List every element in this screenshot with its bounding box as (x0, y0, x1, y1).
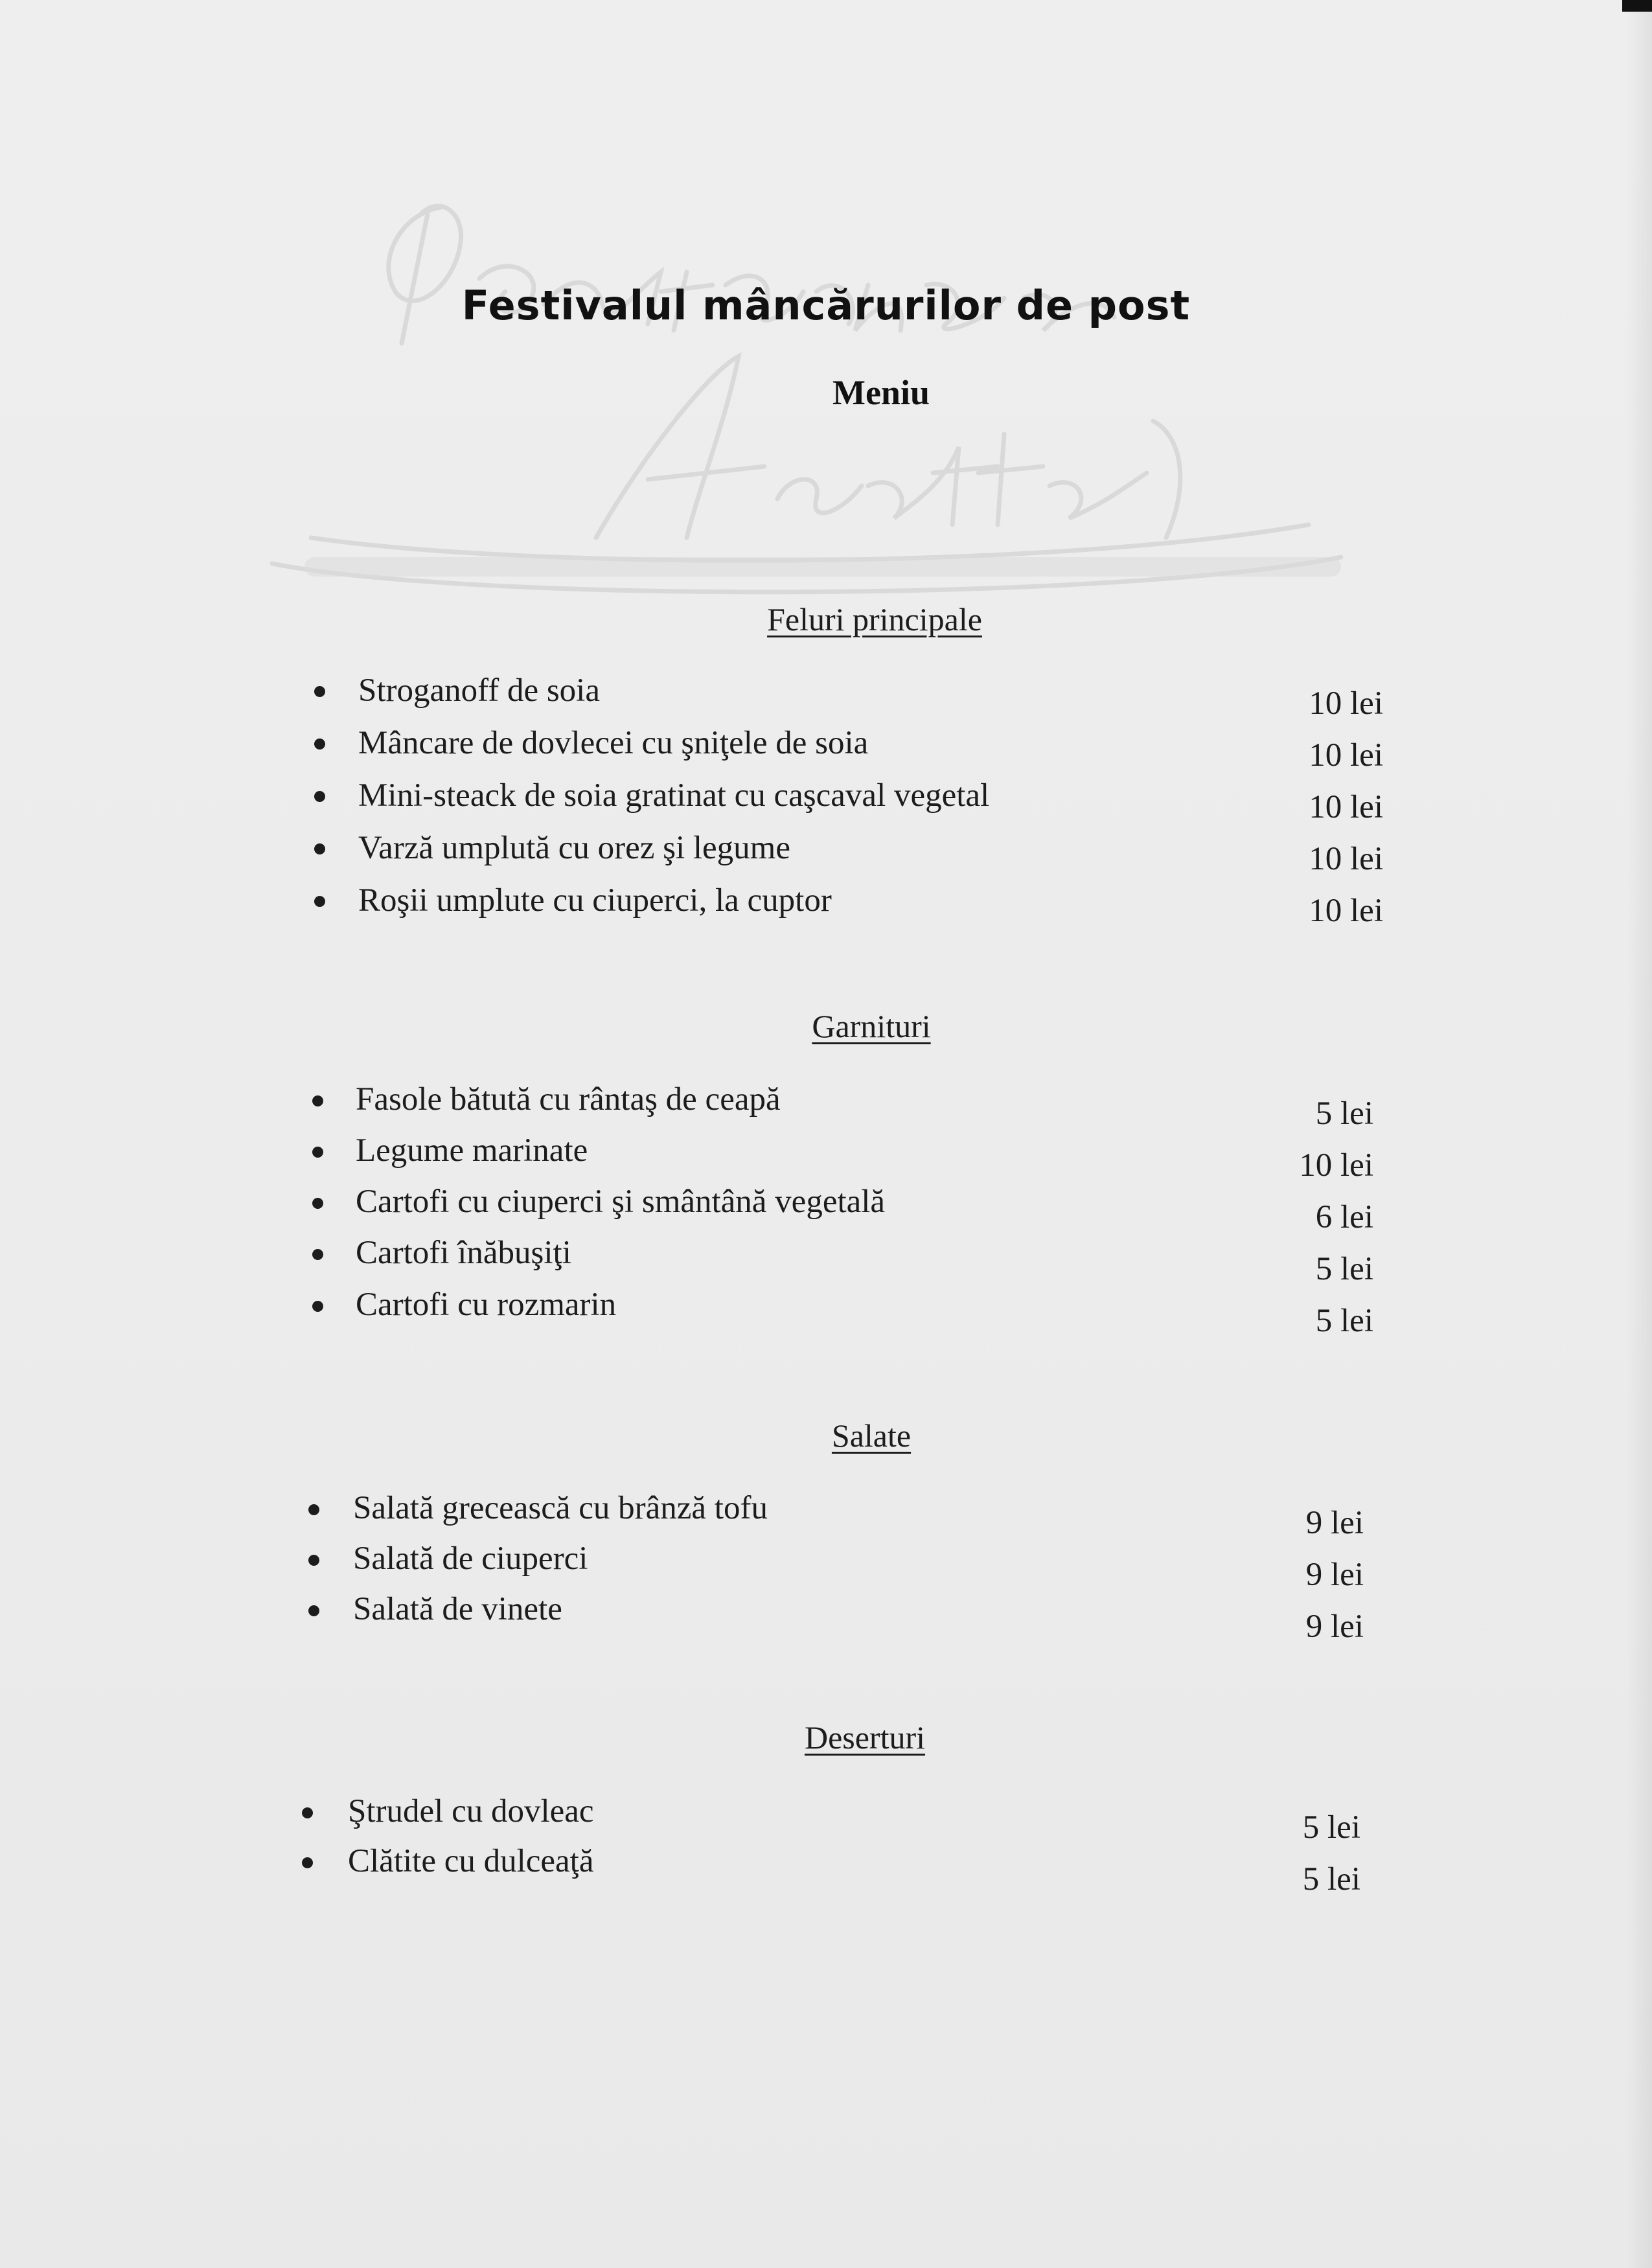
bullet-icon (312, 1301, 323, 1312)
section-heading-salate: Salate (831, 1417, 912, 1454)
item-name: Cartofi cu ciuperci şi smântână vegetală (356, 1184, 886, 1220)
item-price: 10 lei (1309, 841, 1383, 877)
item-name: Clătite cu dulceaţă (348, 1843, 594, 1879)
page-title: Festivalul mâncărurilor de post (461, 282, 1191, 329)
item-name: Varză umplută cu orez şi legume (358, 830, 790, 866)
scan-edge-shadow (1626, 0, 1652, 2268)
bullet-icon (312, 1249, 323, 1260)
item-price: 5 lei (1302, 1809, 1360, 1846)
bullet-icon (314, 686, 325, 697)
item-name: Mini-steack de soia gratinat cu caşcaval vegetal (358, 777, 990, 814)
item-price: 10 lei (1309, 737, 1383, 773)
item-price: 10 lei (1309, 789, 1383, 825)
bullet-icon (314, 739, 325, 750)
bullet-icon (314, 843, 325, 854)
bullet-icon (312, 1198, 323, 1209)
bullet-icon (314, 791, 325, 802)
section-heading-garnituri: Garnituri (812, 1008, 931, 1044)
item-price: 10 lei (1299, 1147, 1373, 1184)
bullet-icon (308, 1555, 319, 1566)
bullet-icon (302, 1857, 313, 1868)
bullet-icon (302, 1807, 313, 1818)
bullet-icon (308, 1605, 319, 1616)
item-price: 9 lei (1305, 1557, 1364, 1593)
item-price: 5 lei (1315, 1251, 1373, 1287)
item-name: Legume marinate (356, 1132, 588, 1169)
section-heading-feluri-principale: Feluri principale (767, 601, 982, 637)
item-name: Salată de ciuperci (353, 1541, 588, 1577)
item-price: 5 lei (1302, 1861, 1360, 1897)
bullet-icon (312, 1147, 323, 1158)
item-price: 9 lei (1305, 1609, 1364, 1645)
item-name: Roşii umplute cu ciuperci, la cuptor (358, 882, 832, 919)
item-price: 5 lei (1315, 1095, 1373, 1132)
item-name: Mâncare de dovlecei cu şniţele de soia (358, 725, 869, 761)
item-price: 10 lei (1309, 685, 1383, 722)
bullet-icon (308, 1504, 319, 1515)
menu-subtitle: Meniu (832, 373, 930, 412)
item-price: 10 lei (1309, 893, 1383, 929)
item-name: Cartofi cu rozmarin (356, 1287, 617, 1323)
bullet-icon (314, 896, 325, 907)
bullet-icon (312, 1095, 323, 1106)
item-name: Ştrudel cu dovleac (348, 1793, 594, 1829)
scan-corner-mark (1622, 0, 1652, 12)
item-name: Stroganoff de soia (358, 672, 600, 709)
item-name: Cartofi înăbuşiţi (356, 1235, 571, 1271)
item-name: Salată de vinete (353, 1591, 562, 1627)
item-name: Fasole bătută cu rântaş de ceapă (356, 1081, 781, 1117)
section-heading-deserturi: Deserturi (804, 1719, 926, 1756)
item-price: 6 lei (1315, 1199, 1373, 1235)
item-price: 5 lei (1315, 1303, 1373, 1339)
item-name: Salată grecească cu brânză tofu (353, 1490, 768, 1526)
item-price: 9 lei (1305, 1505, 1364, 1541)
